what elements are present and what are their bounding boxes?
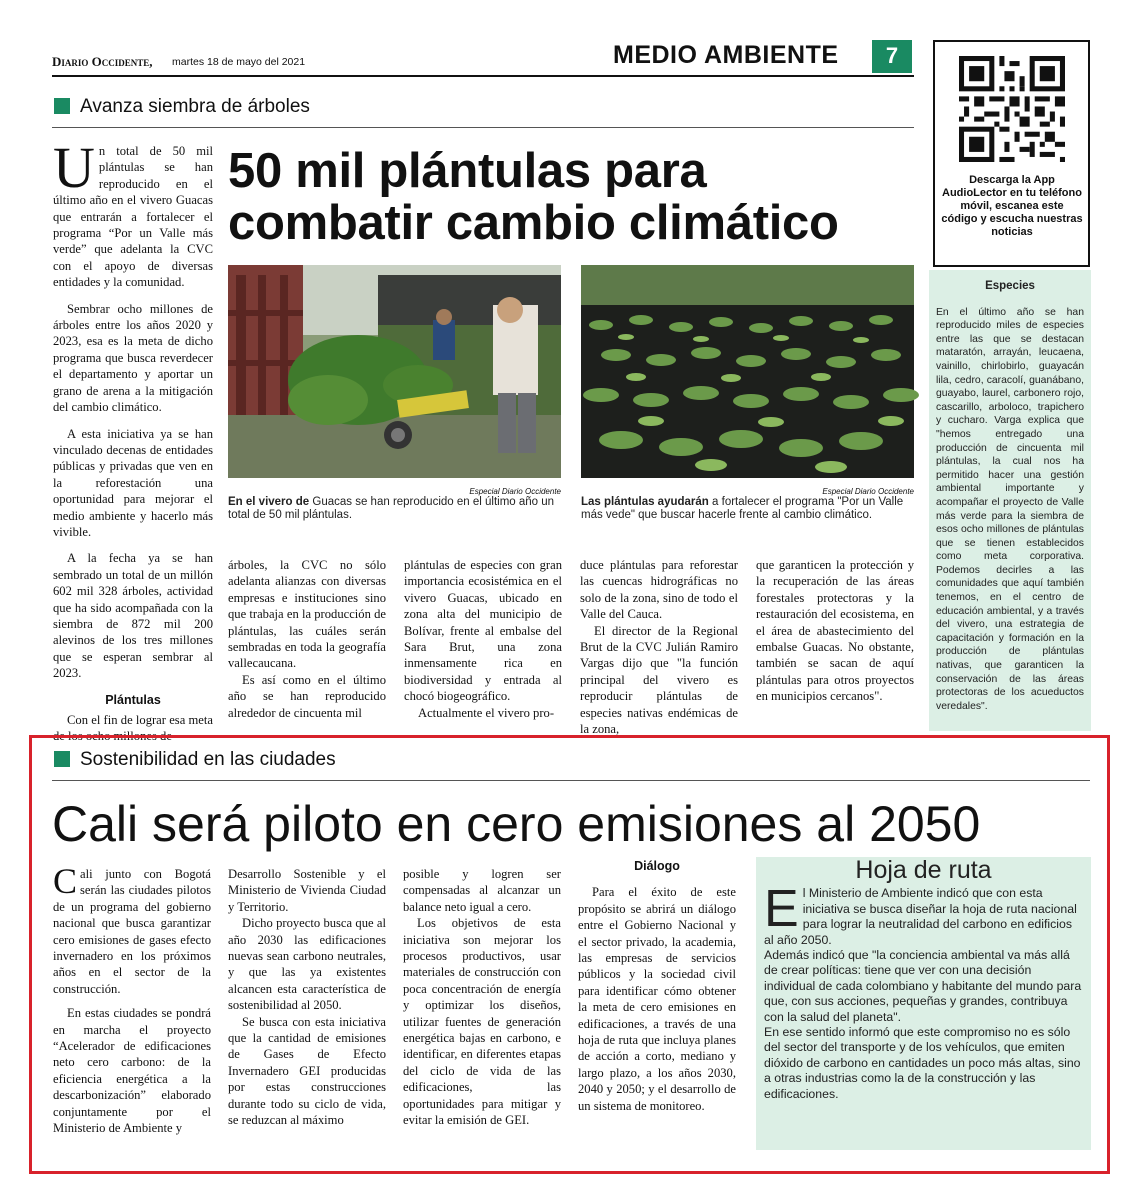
story1-headline-line1: 50 mil plántulas para [228, 144, 707, 198]
story2-column-2 [228, 866, 386, 1146]
photo1-credit: Especial Diario Occidente [469, 487, 561, 496]
story2-paragraph: Los objetivos de esta iniciativa son mejorar los procesos productivos, usar materiales de construcción con poca concentración de energía y optimizar los diseños, utilizar fuentes de generación energética bajas en carbono, e identificar, en diferentes etapas del ciclo de vida de las edificaciones, las oportunidades para mitigar y evitar la emisión de GEI. [403, 916, 561, 1128]
qr-caption: Descarga la App AudioLector en tu teléfono móvil, escanea este código y escucha nuestras noticias [941, 174, 1083, 238]
photo1-caption-text: Guacas se han reproducido en el último año un total de 50 mil plántulas. [228, 496, 555, 521]
story1-paragraph: plántulas de especies con gran importancia ecosistémica en el vivero Guacas, ubicado en zona alta del municipio de Bolívar, frente al embalse del Sara Brut, una zona inmensamente rica en biodiversidad y entrada al chocó biogeográfico. [404, 558, 562, 704]
story1-headline [228, 145, 918, 249]
story1-paragraph: A esta iniciativa ya se han vinculado decenas de entidades públicas y privadas que ven en la reforestación una oportunidad para mejorar el medio ambiente y hacerlo más vivible. [53, 426, 213, 539]
story1-headline-line2: combatir cambio climático [228, 196, 839, 250]
page-number: 7 [872, 40, 912, 73]
story1-paragraph: árboles, la CVC no sólo adelanta alianzas con diversas empresas e instituciones sino que trabaja en la producción de plántulas, las cuáles serán sembradas en toda la geografía vallecaucana. [228, 558, 386, 671]
story2-paragraph: ali junto con Bogotá serán las ciudades pilotos de un programa del gobierno nacional que busca garantizar cero emisiones de gases efecto invernadero en los próximos años en el sector de la construcción. [53, 867, 211, 996]
story2-paragraph: Desarrollo Sostenible y el Ministerio de Vivienda Ciudad y Territorio. [228, 867, 386, 914]
photo-plantulas-nursery [581, 265, 914, 478]
qr-promo-box [933, 40, 1090, 267]
story1-column-2 [228, 557, 386, 729]
story1-paragraph: n total de 50 mil plántulas se han reproducido en el último año en el vivero Guacas que entrarán a fortalecer el programa “Por un Valle más verde” que adelanta la CVC con el apoyo de diversas entidades y la comunidad. [53, 144, 213, 290]
story1-column-4 [580, 557, 738, 737]
story1-subhead: Plántulas [105, 692, 161, 707]
hoja-dropcap: E [764, 880, 799, 939]
sidebar-hoja-de-ruta [756, 857, 1091, 1150]
sidebar-especies [929, 270, 1091, 731]
photo-vivero-workers [228, 265, 561, 478]
photo1-caption [228, 496, 561, 522]
story2-paragraph: Para el éxito de este propósito se abrirá un diálogo entre el Gobierno Nacional y el sector privado, la academia, las empresas de servicios públicos y la sociedad civil para identificar cómo obtener la meta de cero emisiones en edificaciones, a través de una hoja de ruta que incluya planes de acción a corto, mediano y largo plazo, a los años 2030, 2040 y 2050; y el desarrollo de un sistema de monitoreo. [578, 885, 736, 1113]
kicker-square-icon [54, 751, 70, 767]
photo1-caption-bold: En el vivero de [228, 496, 310, 508]
story1-paragraph: duce plántulas para reforestar las cuencas hidrográficas no solo de la zona, sino de todo el Valle del Cauca. [580, 558, 738, 622]
photo2-caption-text: a fortalecer el programa "Por un Valle más vede" que buscar hacerle frente al cambio climático. [581, 496, 904, 521]
sidebar-especies-title: Especies [985, 280, 1035, 292]
story2-headline: Cali será piloto en cero emisiones al 2050 [52, 796, 981, 852]
story1-kicker [54, 96, 310, 118]
story2-subhead: Diálogo [634, 859, 680, 873]
hoja-de-ruta-p1-text: l Ministerio de Ambiente indicó que con esta iniciativa se busca diseñar la hoja de ruta nacional para lograr la neutralidad del carbono en edificios al año 2050. [764, 886, 1077, 947]
photo2-caption [581, 496, 914, 522]
story1-paragraph: Sembrar ocho millones de árboles entre los años 2020 y 2023, esa es la meta de dicho programa que busca reverdecer el departamento y aportar un grano de arena a la mitigación del cambio climático. [53, 301, 213, 415]
story1-dropcap: U [53, 135, 95, 200]
story2-paragraph: posible y logren ser compensadas al alcanzar un balance neto igual a cero. [403, 867, 561, 914]
story1-paragraph: A la fecha ya se han sembrado un total de un millón 602 mil 328 árboles, actividad que ha sido acompañada con la siembra de 872 mil 200 alevinos de los tres millones que se esperan sembrar al 2023. [53, 551, 213, 681]
story2-paragraph: En estas ciudades se pondrá en marcha el proyecto “Acelerador de edificaciones neto cero carbono: de la eficiencia energética a la descarbonización” elaborado conjuntamente por el Ministerio de Ambiente y [53, 1006, 211, 1136]
story2-column-1 [53, 861, 211, 1146]
hoja-de-ruta-p1 [764, 880, 1083, 948]
story2-kicker [54, 749, 336, 771]
masthead-date: martes 18 de mayo del 2021 [172, 56, 306, 68]
story2-rule [52, 780, 1090, 781]
hoja-de-ruta-p2: Además indicó que "la conciencia ambiental va más allá de crear políticas: tiene que ver con una decisión individual de cada colombiano y habitante del mundo para que, con sus acciones, pequeñas y grandes, contribuya con la salud del planeta". [764, 948, 1082, 1024]
hoja-de-ruta-title: Hoja de ruta [855, 856, 992, 884]
masthead-rule [52, 75, 914, 77]
story1-paragraph: que garanticen la protección y la recuperación de las áreas forestales protectoras y la restauración del ecosistema, en el área de abastecimiento del embalse Guacas. No obstante, también se sacan de aquí plántulas para otros proyectos en municipios cercanos". [756, 558, 914, 704]
story1-paragraph: El director de la Regional Brut de la CVC Julián Ramiro Vargas dijo que "la función principal del vivero es reproducir plántulas de especies nativas endémicas de la zona, [580, 623, 738, 737]
kicker-square-icon [54, 98, 70, 114]
story1-paragraph: Con el fin de lograr esa meta de los ocho millones de [53, 713, 213, 744]
story2-dropcap: C [53, 861, 78, 901]
hoja-de-ruta-p3: En ese sentido informó que este compromiso no es sólo del sector del transporte y de los vehículos, que emiten dióxido de carbono en cantidades un poco más altas, sino a otras industrias como la de la construcción y las edificaciones. [764, 1025, 1081, 1101]
story2-kicker-text: Sostenibilidad en las ciudades [80, 749, 336, 770]
section-title: MEDIO AMBIENTE [613, 41, 839, 69]
story1-paragraph: Es así como en el último año se han reproducido alrededor de cincuenta mil [228, 672, 386, 720]
sidebar-especies-text: En el último año se han reproducido miles de especies entre las que se destacan mataratón, arrayán, leucaena, vainillo, chirlobirlo, guayacán lila, cedro, caracolí, guanábano, guayabo, laurel, carbonero rojo, cascarillo, arboloco, trapichero y cucharo. Varga explica que "hemos entregado una producción de cincuenta mil plántulas, la cual nos ha permitido hacer una gestión ambiental importante y acompañar el proyecto de Valle más verde para la siembra de esos ocho millones de plántulas que se tienen establecidos como meta corporativa. Podemos decirles a las comunidades que aquí también tenemos, en el centro de educación ambiental, y a través del vivero, una estrategia de capacitación y formación en la producción de plántulas nativas, que garanticen la conservación de las áreas protectoras de los acueductos veredales". [936, 306, 1084, 712]
story1-rule [52, 127, 914, 128]
qr-code-icon [959, 56, 1065, 162]
story2-column-4 [578, 858, 736, 1146]
story1-paragraph: Actualmente el vivero pro- [418, 705, 555, 720]
photo2-credit: Especial Diario Occidente [822, 487, 914, 496]
photo2-caption-bold: Las plántulas ayudarán [581, 496, 709, 508]
story2-paragraph: Dicho proyecto busca que al año 2030 las edificaciones nuevas sean carbono neutrales, y que las ya existentes alcancen esta característica de sostenibilidad al 2050. [228, 916, 386, 1013]
story1-kicker-text: Avanza siembra de árboles [80, 96, 310, 117]
masthead-paper-name: Diario Occidente, [52, 54, 153, 69]
story1-column-3 [404, 557, 562, 729]
story2-column-3 [403, 866, 561, 1146]
story1-column-1 [53, 135, 213, 744]
story1-column-5 [756, 557, 914, 729]
story2-paragraph: Se busca con esta iniciativa que la cantidad de emisiones de Gases de Efecto Invernadero GEI producidas por estas construcciones durante todo su ciclo de vida, se reduzcan al máximo [228, 1014, 386, 1128]
